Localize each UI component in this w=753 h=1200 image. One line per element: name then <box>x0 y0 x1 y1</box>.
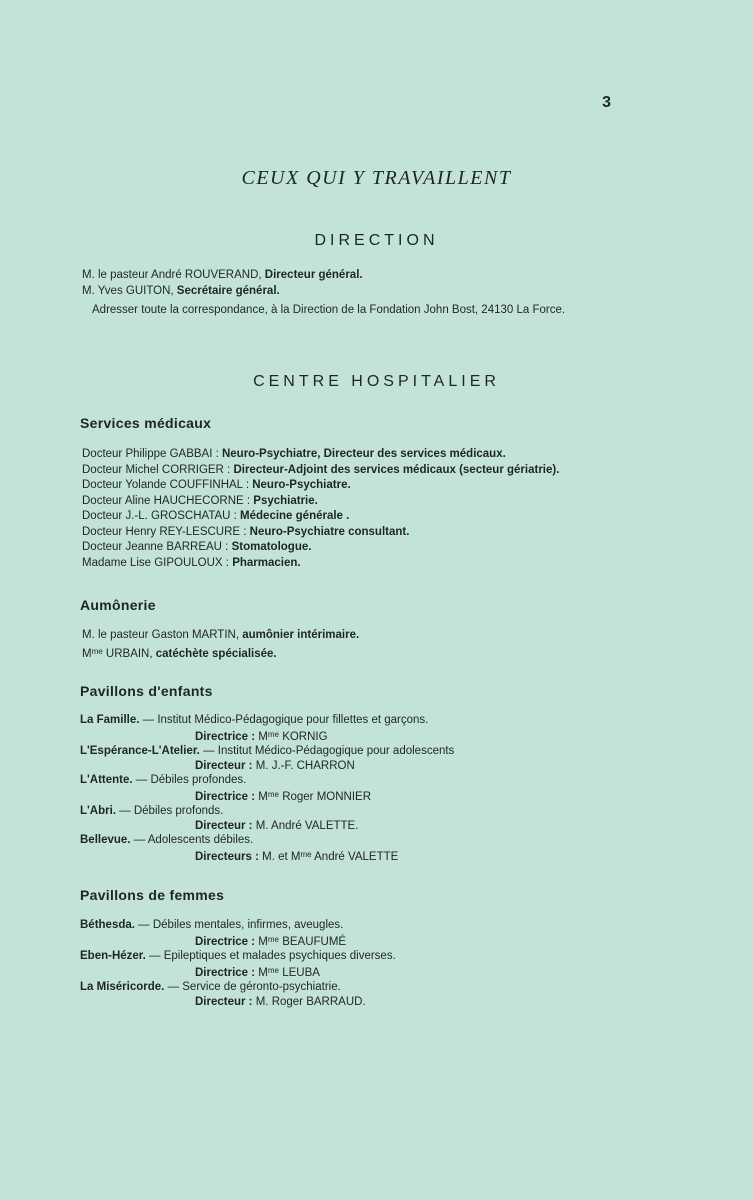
title-superscript: me <box>91 646 103 656</box>
enfants-heading: Pavillons d'enfants <box>80 683 213 699</box>
page-number: 3 <box>602 94 611 111</box>
staff-line <box>82 628 622 644</box>
director-label: Directrice : <box>195 966 259 979</box>
pavilion-desc: — Débiles mentales, infirmes, aveugles. <box>134 919 344 931</box>
pavilion-desc: — Adolescents débiles. <box>130 834 254 846</box>
pavilion-line <box>80 980 396 995</box>
pavilion-desc: — Institut Médico-Pédagogique pour adolescents <box>199 745 455 757</box>
staff-name: Docteur Yolande COUFFINHAL : <box>82 479 253 491</box>
person-role: Secrétaire général. <box>176 284 280 297</box>
aumonerie-list <box>82 628 622 662</box>
staff-role: Psychiatrie. <box>253 494 318 507</box>
pavilion-line <box>80 773 454 788</box>
director-label: Directrice : <box>195 790 259 803</box>
pavilion-desc: — Service de géronto-psychiatrie. <box>164 981 341 993</box>
staff-line <box>82 463 622 479</box>
person-name: M. Yves GUITON, <box>82 284 177 297</box>
pavilion-line <box>80 804 454 819</box>
pavilion-name: L'Espérance-L'Atelier. <box>80 745 200 757</box>
pavilion-desc: — Institut Médico-Pédagogique pour fillettes et garçons. <box>139 714 429 726</box>
staff-name: Docteur J.-L. GROSCHATAU : <box>82 510 241 522</box>
title-prefix: M <box>258 966 268 979</box>
staff-role: Neuro-Psychiatre consultant. <box>249 525 410 538</box>
pavilion-name: L'Abri. <box>80 805 116 817</box>
staff-name: Docteur Michel CORRIGER : <box>82 463 234 476</box>
staff-role: Médecine générale . <box>240 510 350 522</box>
director-name: BEAUFUMÉ <box>279 935 347 948</box>
director-name: Roger MONNIER <box>279 790 372 803</box>
title-superscript: me <box>267 934 279 944</box>
staff-role: Neuro-Psychiatre, Directeur des services médicaux. <box>221 448 506 460</box>
staff-name: M. le pasteur Gaston MARTIN, <box>82 629 243 641</box>
staff-name: Madame Lise GIPOULOUX : <box>82 556 233 569</box>
pavilion-director <box>80 848 454 865</box>
staff-line <box>82 478 622 494</box>
pavilion-director <box>80 788 454 805</box>
pavilion-line <box>80 918 396 933</box>
staff-line <box>82 540 622 556</box>
staff-name: Docteur Jeanne BARREAU : <box>82 541 232 553</box>
pavilion-desc: — Débiles profonds. <box>115 805 224 817</box>
staff-line <box>82 494 622 510</box>
direction-block <box>82 268 622 317</box>
pavilion-line <box>80 833 454 848</box>
director-label: Directrice : <box>195 935 259 948</box>
services-heading: Services médicaux <box>80 415 212 431</box>
pavilion-director <box>80 759 454 774</box>
pavilion-name: La Miséricorde. <box>80 981 165 993</box>
director-name: LEUBA <box>279 966 320 979</box>
centre-heading: CENTRE HOSPITALIER <box>253 373 500 390</box>
staff-line <box>82 525 622 541</box>
aumonerie-heading: Aumônerie <box>80 597 156 613</box>
pavilion-name: Bellevue. <box>80 834 131 846</box>
femmes-heading: Pavillons de femmes <box>80 887 225 903</box>
pavilion-desc: — Epileptiques et malades psychiques diverses. <box>145 950 396 962</box>
direction-line <box>82 268 622 284</box>
title-superscript: me <box>267 729 279 739</box>
person-name: M. le pasteur André ROUVERAND, <box>82 269 265 281</box>
staff-name: URBAIN, <box>102 647 156 660</box>
staff-name: Docteur Aline HAUCHECORNE : <box>82 494 254 507</box>
title-prefix: M. et M <box>262 850 301 863</box>
director-label: Directeur : <box>195 759 256 772</box>
title-prefix: M <box>258 935 268 948</box>
title-prefix: M <box>258 730 268 743</box>
pavilion-name: La Famille. <box>80 714 140 726</box>
director-label: Directrice : <box>195 730 259 743</box>
director-label: Directeur : <box>195 819 256 832</box>
pavilion-name: Eben-Hézer. <box>80 950 146 962</box>
pavilion-director <box>80 933 396 950</box>
pavilion-name: L'Attente. <box>80 774 133 786</box>
pavilion-line <box>80 713 454 728</box>
pavilion-desc: — Débiles profondes. <box>132 774 247 786</box>
staff-role: Directeur-Adjoint des services médicaux (secteur gériatrie). <box>233 463 560 476</box>
staff-line <box>82 644 622 663</box>
staff-name: Docteur Henry REY-LESCURE : <box>82 525 250 538</box>
title-prefix: M <box>82 647 92 660</box>
pavilion-line <box>80 744 454 759</box>
page-title: CEUX QUI Y TRAVAILLENT <box>241 167 512 189</box>
pavilion-director <box>80 728 454 745</box>
staff-line <box>82 447 622 463</box>
title-prefix: M <box>258 790 268 803</box>
staff-line <box>82 556 622 572</box>
director-label: Directeur : <box>195 995 256 1008</box>
pavilion-line <box>80 949 396 964</box>
director-name: André VALETTE <box>311 850 399 863</box>
staff-role: Stomatologue. <box>231 541 312 553</box>
title-superscript: me <box>267 965 279 975</box>
staff-name: Docteur Philippe GABBAI : <box>82 448 222 460</box>
director-name: M. Roger BARRAUD. <box>255 995 366 1008</box>
director-label: Directeurs : <box>195 850 263 863</box>
pavilion-director <box>80 995 396 1010</box>
direction-heading: DIRECTION <box>314 232 439 249</box>
enfants-list <box>80 713 454 864</box>
staff-role: catéchète spécialisée. <box>155 647 277 660</box>
staff-line <box>82 509 622 525</box>
pavilion-director <box>80 964 396 981</box>
person-role: Directeur général. <box>264 269 363 281</box>
address-paragraph: Adresser toute la correspondance, à la Direction de la Fondation John Bost, 24130 La Force. <box>92 304 566 316</box>
direction-line <box>82 284 622 300</box>
title-superscript: me <box>300 849 312 859</box>
services-list <box>82 447 622 571</box>
staff-role: aumônier intérimaire. <box>242 629 360 641</box>
director-name: M. J.-F. CHARRON <box>255 759 355 772</box>
director-name: KORNIG <box>279 730 328 743</box>
title-superscript: me <box>267 789 279 799</box>
pavilion-director <box>80 819 454 834</box>
femmes-list <box>80 918 396 1009</box>
pavilion-name: Béthesda. <box>80 919 135 931</box>
staff-role: Neuro-Psychiatre. <box>252 479 351 491</box>
staff-role: Pharmacien. <box>232 556 301 569</box>
director-name: M. André VALETTE. <box>255 819 359 832</box>
